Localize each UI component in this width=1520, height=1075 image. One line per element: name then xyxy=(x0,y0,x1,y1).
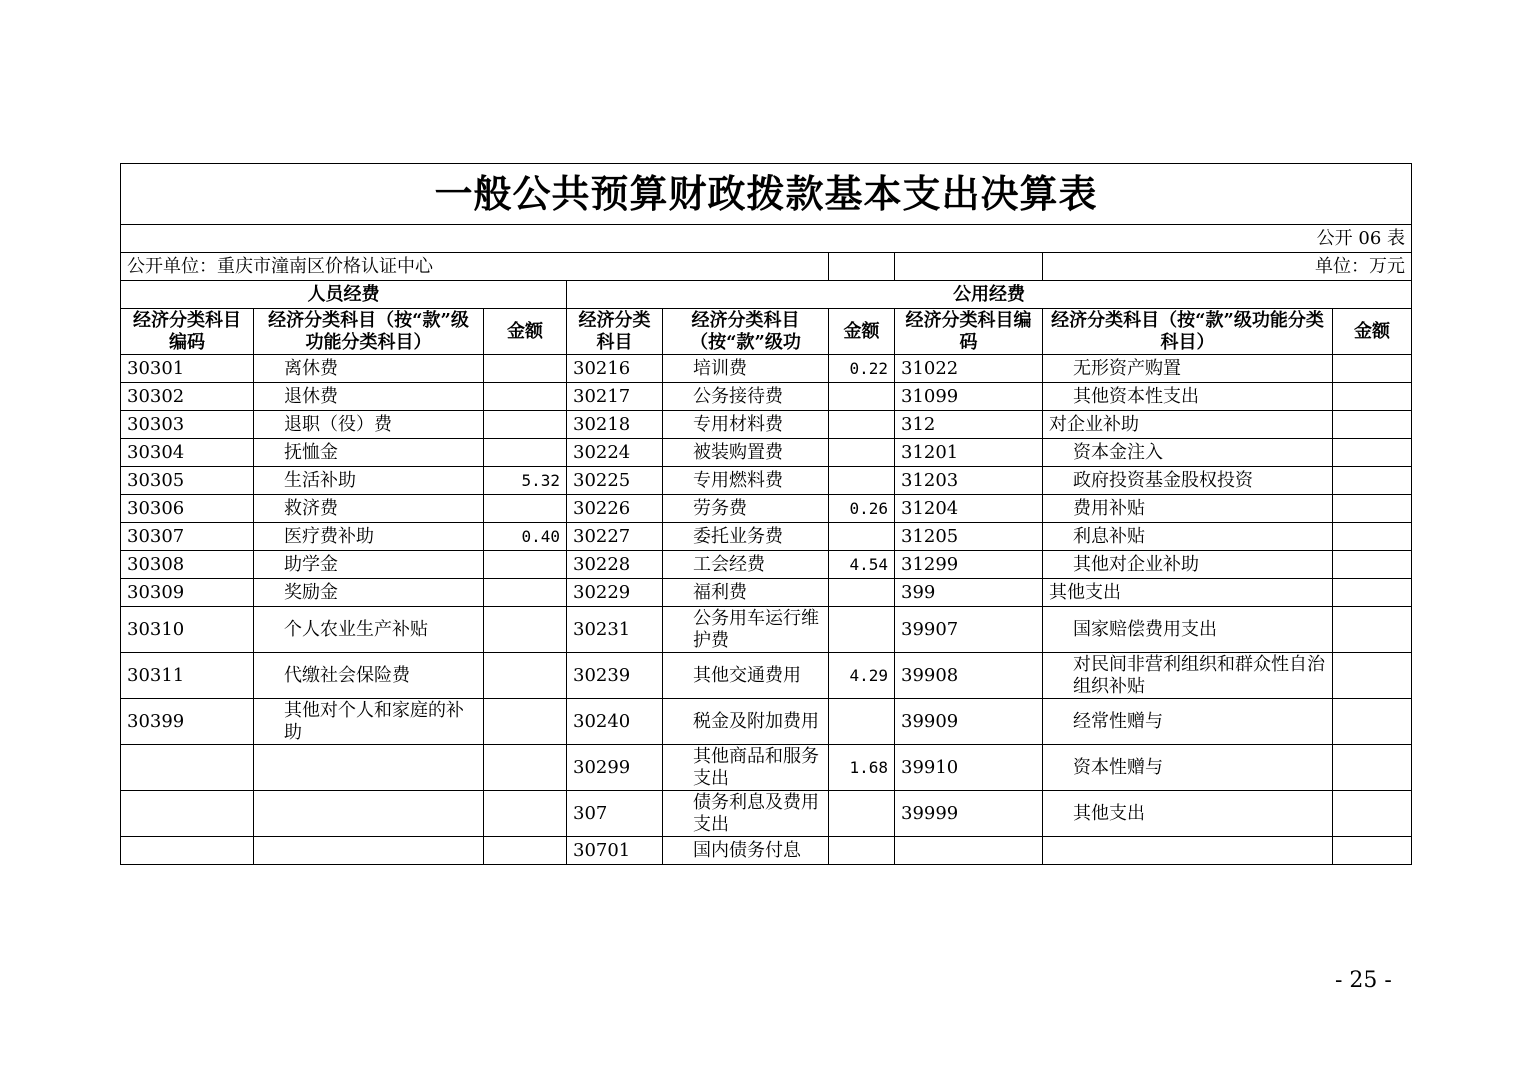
table-row xyxy=(121,791,1412,837)
table-row xyxy=(121,579,1412,607)
name-cell: 国家赔偿费用支出 xyxy=(1043,607,1333,653)
name-cell: 政府投资基金股权投资 xyxy=(1043,467,1333,495)
name-cell: 劳务费 xyxy=(663,495,829,523)
name-cell: 其他交通费用 xyxy=(663,653,829,699)
code-cell: 30299 xyxy=(567,745,663,791)
amount-cell xyxy=(1333,837,1412,865)
header-amount: 金额 xyxy=(1333,309,1412,355)
code-cell: 30301 xyxy=(121,355,254,383)
amount-cell xyxy=(829,791,895,837)
code-cell: 30302 xyxy=(121,383,254,411)
page-number: - 25 - xyxy=(1335,968,1392,993)
amount-cell: 0.40 xyxy=(484,523,567,551)
amount-cell xyxy=(1333,467,1412,495)
amount-cell xyxy=(484,355,567,383)
code-cell: 30306 xyxy=(121,495,254,523)
code-cell: 30305 xyxy=(121,467,254,495)
name-cell: 抚恤金 xyxy=(254,439,484,467)
name-cell: 利息补贴 xyxy=(1043,523,1333,551)
table-row xyxy=(121,439,1412,467)
name-cell: 培训费 xyxy=(663,355,829,383)
code-cell: 30239 xyxy=(567,653,663,699)
code-cell: 307 xyxy=(567,791,663,837)
name-cell: 其他对个人和家庭的补助 xyxy=(254,699,484,745)
amount-cell xyxy=(484,699,567,745)
code-cell: 30228 xyxy=(567,551,663,579)
code-cell xyxy=(121,745,254,791)
code-cell: 30218 xyxy=(567,411,663,439)
amount-cell xyxy=(484,607,567,653)
name-cell: 医疗费补助 xyxy=(254,523,484,551)
amount-cell: 4.29 xyxy=(829,653,895,699)
name-cell xyxy=(254,791,484,837)
amount-cell: 0.26 xyxy=(829,495,895,523)
name-cell: 国内债务付息 xyxy=(663,837,829,865)
blank-cell xyxy=(895,253,1043,281)
code-cell: 30304 xyxy=(121,439,254,467)
amount-cell xyxy=(829,579,895,607)
code-cell: 30309 xyxy=(121,579,254,607)
name-cell: 公务接待费 xyxy=(663,383,829,411)
table-row xyxy=(121,551,1412,579)
table-row xyxy=(121,467,1412,495)
name-cell: 对民间非营利组织和群众性自治组织补贴 xyxy=(1043,653,1333,699)
code-cell: 399 xyxy=(895,579,1043,607)
amount-cell xyxy=(1333,699,1412,745)
amount-cell: 0.22 xyxy=(829,355,895,383)
name-cell: 离休费 xyxy=(254,355,484,383)
amount-cell xyxy=(1333,411,1412,439)
name-cell: 被装购置费 xyxy=(663,439,829,467)
amount-cell xyxy=(829,439,895,467)
name-cell: 公务用车运行维护费 xyxy=(663,607,829,653)
table-row xyxy=(121,837,1412,865)
code-cell: 31299 xyxy=(895,551,1043,579)
table-row xyxy=(121,383,1412,411)
code-cell: 31203 xyxy=(895,467,1043,495)
code-cell: 39999 xyxy=(895,791,1043,837)
code-cell: 39910 xyxy=(895,745,1043,791)
name-cell: 资本金注入 xyxy=(1043,439,1333,467)
amount-cell: 4.54 xyxy=(829,551,895,579)
code-cell: 312 xyxy=(895,411,1043,439)
code-cell: 30217 xyxy=(567,383,663,411)
code-cell xyxy=(121,837,254,865)
amount-cell xyxy=(829,467,895,495)
name-cell: 税金及附加费用 xyxy=(663,699,829,745)
name-cell: 其他商品和服务支出 xyxy=(663,745,829,791)
amount-cell xyxy=(1333,439,1412,467)
code-cell: 30240 xyxy=(567,699,663,745)
amount-cell xyxy=(484,383,567,411)
header-name: 经济分类科目（按“款”级功能分类科目） xyxy=(1043,309,1333,355)
code-cell: 30311 xyxy=(121,653,254,699)
amount-cell xyxy=(484,411,567,439)
code-cell: 31201 xyxy=(895,439,1043,467)
table-number: 公开 06 表 xyxy=(121,225,1412,253)
amount-cell xyxy=(484,653,567,699)
amount-cell xyxy=(1333,791,1412,837)
amount-cell xyxy=(829,523,895,551)
code-cell: 39907 xyxy=(895,607,1043,653)
header-name: 经济分类科目（按“款”级功能分类科目） xyxy=(254,309,484,355)
name-cell: 其他支出 xyxy=(1043,579,1333,607)
amount-cell xyxy=(1333,523,1412,551)
code-cell: 31204 xyxy=(895,495,1043,523)
code-cell: 31099 xyxy=(895,383,1043,411)
code-cell xyxy=(121,791,254,837)
header-code: 经济分类科目编码 xyxy=(895,309,1043,355)
code-cell: 31022 xyxy=(895,355,1043,383)
currency-unit: 单位：万元 xyxy=(1043,253,1412,281)
name-cell: 工会经费 xyxy=(663,551,829,579)
code-cell: 30701 xyxy=(567,837,663,865)
amount-cell xyxy=(1333,653,1412,699)
name-cell: 助学金 xyxy=(254,551,484,579)
name-cell xyxy=(1043,837,1333,865)
amount-cell xyxy=(1333,355,1412,383)
amount-cell xyxy=(484,495,567,523)
name-cell: 经常性赠与 xyxy=(1043,699,1333,745)
expenditure-table xyxy=(120,163,1412,865)
table-row xyxy=(121,653,1412,699)
name-cell: 其他支出 xyxy=(1043,791,1333,837)
header-amount: 金额 xyxy=(829,309,895,355)
amount-cell xyxy=(484,551,567,579)
name-cell xyxy=(254,837,484,865)
code-cell: 30303 xyxy=(121,411,254,439)
code-cell: 30310 xyxy=(121,607,254,653)
reporting-unit: 公开单位：重庆市潼南区价格认证中心 xyxy=(121,253,829,281)
code-cell: 30308 xyxy=(121,551,254,579)
section-public-heading: 公用经费 xyxy=(567,281,1412,309)
name-cell: 救济费 xyxy=(254,495,484,523)
header-code: 经济分类科目 xyxy=(567,309,663,355)
amount-cell xyxy=(484,439,567,467)
name-cell: 资本性赠与 xyxy=(1043,745,1333,791)
name-cell: 债务利息及费用支出 xyxy=(663,791,829,837)
amount-cell xyxy=(829,699,895,745)
code-cell xyxy=(895,837,1043,865)
amount-cell xyxy=(829,837,895,865)
name-cell: 其他资本性支出 xyxy=(1043,383,1333,411)
amount-cell xyxy=(829,411,895,439)
name-cell: 专用材料费 xyxy=(663,411,829,439)
name-cell: 个人农业生产补贴 xyxy=(254,607,484,653)
amount-cell xyxy=(484,579,567,607)
amount-cell xyxy=(1333,745,1412,791)
code-cell: 30231 xyxy=(567,607,663,653)
header-code: 经济分类科目编码 xyxy=(121,309,254,355)
name-cell: 对企业补助 xyxy=(1043,411,1333,439)
code-cell: 30225 xyxy=(567,467,663,495)
name-cell: 退休费 xyxy=(254,383,484,411)
amount-cell xyxy=(484,791,567,837)
name-cell xyxy=(254,745,484,791)
amount-cell xyxy=(484,837,567,865)
amount-cell: 5.32 xyxy=(484,467,567,495)
code-cell: 31205 xyxy=(895,523,1043,551)
table-title: 一般公共预算财政拨款基本支出决算表 xyxy=(121,164,1412,225)
name-cell: 委托业务费 xyxy=(663,523,829,551)
table-row xyxy=(121,523,1412,551)
table-row xyxy=(121,495,1412,523)
header-name: 经济分类科目（按“款”级功 xyxy=(663,309,829,355)
name-cell: 其他对企业补助 xyxy=(1043,551,1333,579)
amount-cell xyxy=(484,745,567,791)
table-row xyxy=(121,355,1412,383)
table-row xyxy=(121,607,1412,653)
amount-cell xyxy=(1333,579,1412,607)
code-cell: 30224 xyxy=(567,439,663,467)
code-cell: 30226 xyxy=(567,495,663,523)
code-cell: 39908 xyxy=(895,653,1043,699)
name-cell: 生活补助 xyxy=(254,467,484,495)
code-cell: 30229 xyxy=(567,579,663,607)
amount-cell xyxy=(1333,607,1412,653)
code-cell: 30399 xyxy=(121,699,254,745)
blank-cell xyxy=(829,253,895,281)
name-cell: 代缴社会保险费 xyxy=(254,653,484,699)
code-cell: 30307 xyxy=(121,523,254,551)
section-personnel-heading: 人员经费 xyxy=(121,281,567,309)
amount-cell xyxy=(829,607,895,653)
name-cell: 费用补贴 xyxy=(1043,495,1333,523)
name-cell: 无形资产购置 xyxy=(1043,355,1333,383)
amount-cell xyxy=(829,383,895,411)
name-cell: 奖励金 xyxy=(254,579,484,607)
table-row xyxy=(121,411,1412,439)
table-row xyxy=(121,699,1412,745)
name-cell: 专用燃料费 xyxy=(663,467,829,495)
header-amount: 金额 xyxy=(484,309,567,355)
amount-cell xyxy=(1333,551,1412,579)
code-cell: 30216 xyxy=(567,355,663,383)
amount-cell xyxy=(1333,383,1412,411)
code-cell: 30227 xyxy=(567,523,663,551)
table-row xyxy=(121,745,1412,791)
amount-cell xyxy=(1333,495,1412,523)
code-cell: 39909 xyxy=(895,699,1043,745)
name-cell: 福利费 xyxy=(663,579,829,607)
name-cell: 退职（役）费 xyxy=(254,411,484,439)
amount-cell: 1.68 xyxy=(829,745,895,791)
